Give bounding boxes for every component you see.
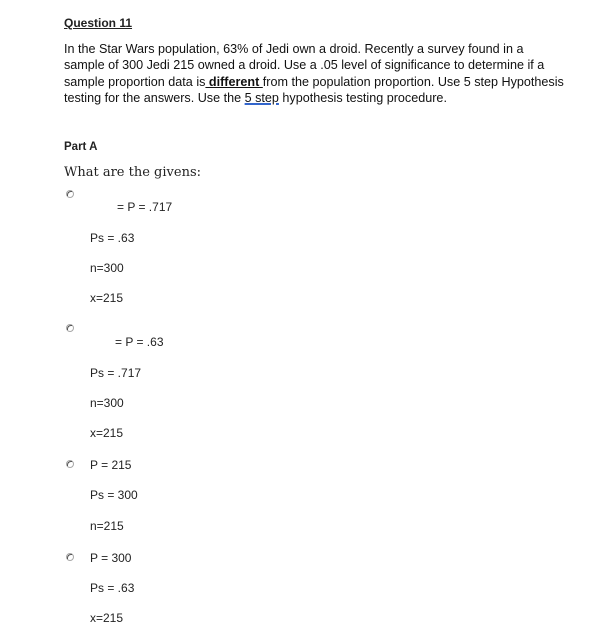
option-4-radio-icon[interactable] xyxy=(66,553,74,561)
option-2-radio-icon[interactable] xyxy=(66,324,74,332)
question-text-part1: In the Star Wars population, 63% of Jedi own a droid. Recently a survey found in a sample of 300 Jedi 215 owned a droid. Use a .05 level of significance to determine if a sample proportion data is xyxy=(64,42,545,89)
question-text-part2: from the population proportion. Use 5 step Hypothesis testing for the answers. Use the xyxy=(64,74,564,105)
question-title: Question 11 xyxy=(64,16,133,30)
option-2-line-3: n=300 xyxy=(90,396,124,410)
option-4-line-2: Ps = .63 xyxy=(90,581,135,595)
question-text-emphasis-5-step: 5 step xyxy=(244,90,279,105)
option-3-radio-icon[interactable] xyxy=(66,460,74,468)
option-3-line-1: P = 215 xyxy=(90,458,132,472)
option-1-line-2: Ps = .63 xyxy=(90,231,135,245)
part-a-prompt: What are the givens: xyxy=(64,165,201,180)
option-2-line-2: Ps = .717 xyxy=(90,366,142,380)
part-a-label: Part A xyxy=(64,141,98,153)
option-2-line-1: = P = .63 xyxy=(115,335,164,349)
question-text-emphasis-different: different xyxy=(205,74,263,89)
option-1-line-3: n=300 xyxy=(90,261,124,275)
question-text-part3: hypothesis testing procedure. xyxy=(278,90,447,105)
option-3-line-3: n=215 xyxy=(90,519,124,533)
option-4-line-1: P = 300 xyxy=(90,551,132,565)
option-1-line-4: x=215 xyxy=(90,291,124,305)
question-text xyxy=(64,41,564,106)
option-4-line-3: x=215 xyxy=(90,611,124,625)
option-3-line-2: Ps = 300 xyxy=(90,488,138,502)
option-1-radio-icon[interactable] xyxy=(66,190,74,198)
option-1-line-1: = P = .717 xyxy=(117,200,173,214)
option-2-line-4: x=215 xyxy=(90,426,124,440)
